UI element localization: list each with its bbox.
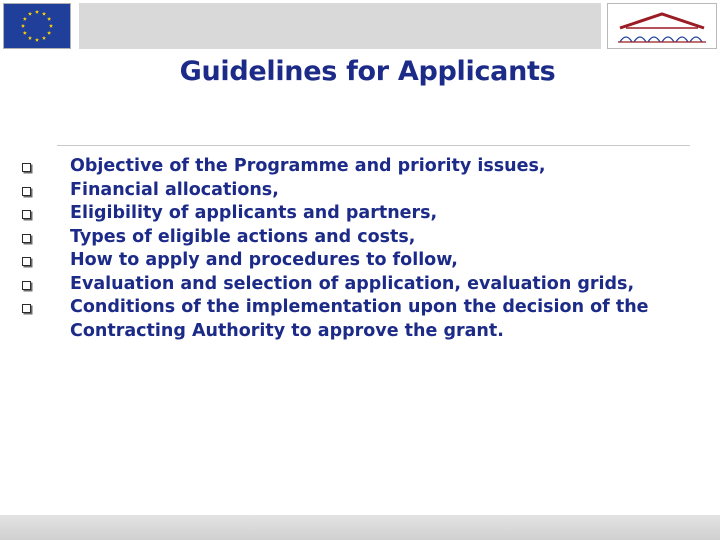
partner-logo-icon bbox=[608, 4, 716, 48]
bullet-text: Types of eligible actions and costs, bbox=[70, 226, 416, 247]
checkbox-square-icon bbox=[22, 163, 31, 172]
eu-star bbox=[47, 31, 51, 35]
eu-star bbox=[23, 17, 27, 21]
bullet-item bbox=[0, 155, 690, 179]
eu-star bbox=[28, 12, 32, 16]
eu-star bbox=[23, 31, 27, 35]
bullet-text: How to apply and procedures to follow, bbox=[70, 250, 458, 270]
bullet-text: Evaluation and selection of application, evaluation grids, bbox=[70, 273, 635, 294]
slide-title: Guidelines for Applicants bbox=[179, 56, 556, 87]
eu-star bbox=[35, 38, 39, 42]
partner-logo bbox=[607, 3, 717, 49]
checkbox-square-icon bbox=[22, 304, 31, 313]
bullet-list bbox=[0, 155, 690, 343]
bullet-text: Objective of the Programme and priority issues, bbox=[70, 156, 546, 176]
eu-star bbox=[21, 24, 25, 28]
eu-star bbox=[42, 12, 46, 16]
bullet-item bbox=[0, 179, 690, 203]
eu-star bbox=[28, 36, 32, 40]
bullet-text: Conditions of the implementation upon the decision of the Contracting Authority to approve the grant. bbox=[70, 297, 649, 341]
eu-star bbox=[49, 24, 53, 28]
title-divider bbox=[57, 145, 690, 146]
eu-flag-icon bbox=[4, 4, 70, 48]
header-bar bbox=[79, 3, 601, 49]
eu-star bbox=[35, 10, 39, 14]
checkbox-square-icon bbox=[22, 187, 31, 196]
bullet-item bbox=[0, 202, 690, 226]
checkbox-square-icon bbox=[22, 281, 31, 290]
bullet-text: Financial allocations, bbox=[70, 179, 279, 200]
bullet-item bbox=[0, 273, 690, 297]
footer-band bbox=[0, 515, 720, 540]
checkbox-square-icon bbox=[22, 257, 31, 266]
eu-flag-logo bbox=[3, 3, 71, 49]
bullet-item bbox=[0, 226, 690, 250]
checkbox-square-icon bbox=[22, 210, 31, 219]
bullet-text: Eligibility of applicants and partners, bbox=[70, 203, 438, 223]
eu-star bbox=[42, 36, 46, 40]
checkbox-square-icon bbox=[22, 234, 31, 243]
eu-star bbox=[47, 17, 51, 21]
bullet-item bbox=[0, 296, 690, 343]
bullet-item bbox=[0, 249, 690, 273]
